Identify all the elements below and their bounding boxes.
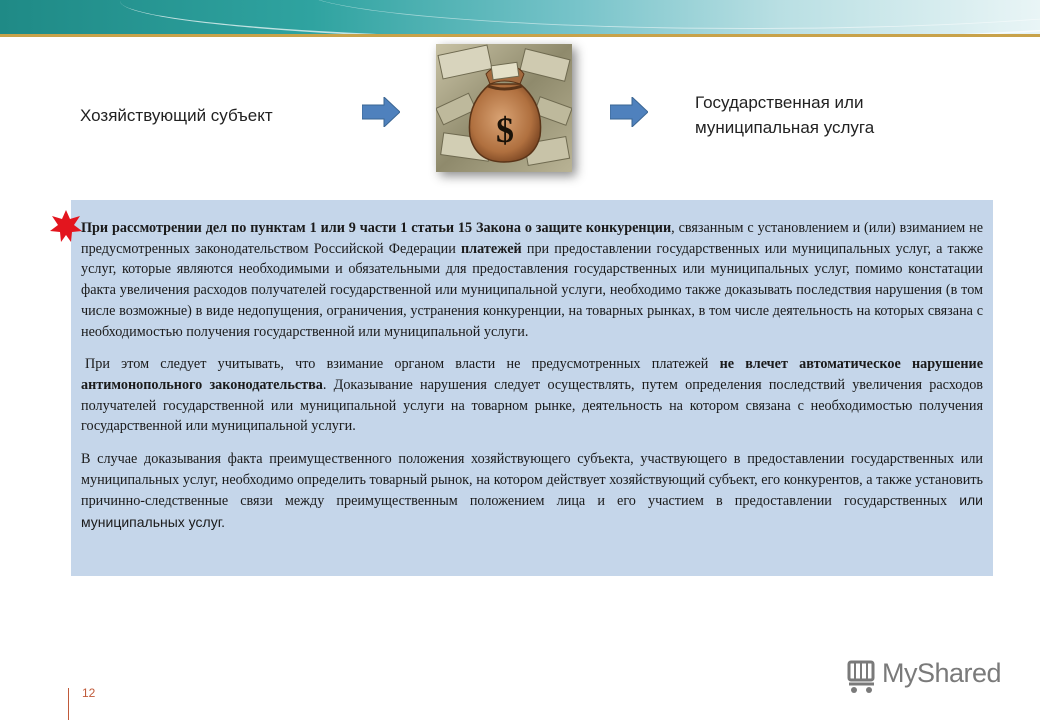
star-icon: [49, 209, 83, 243]
paragraph-3: [81, 449, 983, 534]
logo-text: MyShared: [882, 658, 1002, 688]
header-divider: [0, 34, 1040, 37]
money-bag-icon: [436, 44, 572, 172]
paragraph-2-text-b: . Доказывание нарушения следует осуществлять, путем определения последствий увеличения расходов получателей государственной или муниципальной услуги на товарном рынке, деятельность на котором связана с необходимостью получения государственной или муниципальной услуги.: [81, 376, 983, 435]
paragraph-3-text: В случае доказывания факта преимущественного положения хозяйствующего субъекта, участвующего в предоставлении государственных или муниципальных услуг, необходимо определить товарный рынок, на котором действует хозяйствующий субъект, его конкурентов, а также установить причинно-следственные связи между преимущественным положением лица и его участием в предоставлении государственных: [81, 451, 983, 510]
public-service-label-line1: Государственная или: [695, 93, 864, 112]
dollar-sign-icon: $: [496, 110, 514, 150]
arrow-right-icon-2: [610, 97, 648, 127]
public-service-label: [695, 90, 955, 140]
money-bag-image: [436, 44, 572, 172]
paragraph-2: [81, 354, 983, 437]
public-service-label-line2: муниципальная услуга: [695, 118, 875, 137]
page-number: 12: [82, 686, 96, 700]
paragraph-2-text-a: При этом следует учитывать, что взимание органом власти не предусмотренных платежей: [85, 356, 720, 373]
paragraph-1-bold-payments: платежей: [460, 240, 522, 257]
header-band: [0, 0, 1040, 34]
paragraph-1-bold-intro: При рассмотрении дел по пунктам 1 или 9 части 1 статьи 15 Закона о защите конкуренции: [81, 220, 672, 236]
paragraph-2-bold: не влечет автоматическое нарушение антимонопольного законодательства: [81, 356, 983, 393]
myshared-logo[interactable]: [846, 656, 1016, 696]
paragraph-1-text-b: при предоставлении государственных или муниципальных услуг, а также услуг, которые являются необходимыми и обязательными для предоставления государственных или муниципальных услуг, помимо констатации факта увеличения расходов получателей государственной или муниципальной услуги, необходимо также доказывать последствия нарушения (в том числе возможные) в виде недопущения, ограничения, устранения конкуренции, на товарных рынках, в том числе деятельность на которых связана с необходимостью получения государственной или муниципальной услуги.: [81, 240, 983, 340]
paragraph-1: [81, 218, 983, 342]
page-number-divider: [68, 688, 69, 720]
arrow-right-icon: [362, 97, 400, 127]
cart-icon: [846, 658, 880, 694]
paragraph-1-text-a: , связанным с установлением и (или) взиманием не предусмотренных законодательством Российской Федерации: [81, 220, 983, 257]
paragraph-3-tail: или муниципальных услуг.: [81, 492, 983, 531]
economic-entity-label: Хозяйствующий субъект: [80, 106, 273, 125]
main-text-box: [71, 200, 993, 576]
